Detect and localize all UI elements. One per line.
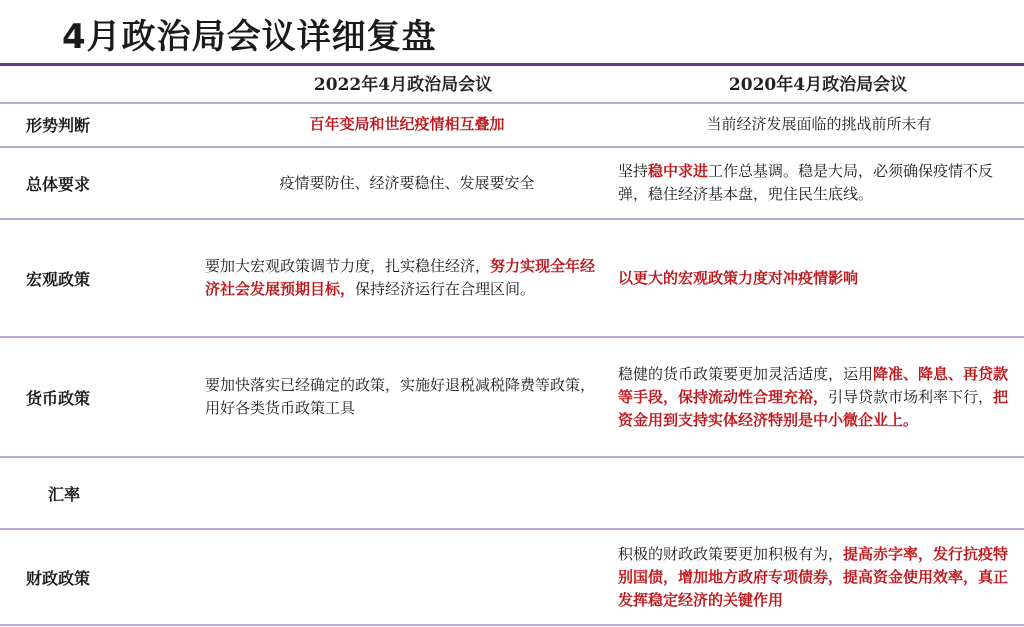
row-label: 货币政策 <box>26 388 91 408</box>
cell-2022 <box>205 220 609 336</box>
highlight-text: 提高赤字率，发行抗疫特别国债，增加地方政府专项债券，提高资金使用效率，真正发挥稳定经济的关键作用 <box>618 544 1009 609</box>
highlight-text: 努力实现全年经济社会发展预期目标， <box>205 257 596 298</box>
cell-2022 <box>205 530 609 624</box>
row-label: 财政政策 <box>26 568 91 588</box>
page-title: 4月政治局会议详细复盘 <box>62 17 437 57</box>
column-header-2022: 2022年4月政治局会议 <box>313 75 493 95</box>
highlight-text: 降准、降息、再贷款等手段，保持流动性合理充裕， <box>618 364 1009 406</box>
highlight-text: 百年变局和世纪疫情相互叠加 <box>309 114 505 133</box>
body-text: 工作总基调。稳是大局，必须确保疫情不反弹，稳住经济基本盘，兜住民生底线。 <box>618 162 994 203</box>
highlight-text: 把资金用到支持实体经济特别是中小微企业上。 <box>618 387 1009 429</box>
row-label: 总体要求 <box>26 174 91 194</box>
cell-2020 <box>618 148 1020 218</box>
cell-2020 <box>618 104 1020 144</box>
cell-2020 <box>618 458 1020 528</box>
body-text: 积极的财政政策要更加积极有为， <box>618 544 844 563</box>
highlight-text: 稳中求进 <box>648 162 709 180</box>
cell-2020 <box>618 220 1020 336</box>
cell-2022 <box>205 104 609 144</box>
cell-2022 <box>205 338 609 456</box>
body-text: 要加大宏观政策调节力度，扎实稳住经济， <box>205 257 491 275</box>
body-text: 疫情要防住、经济要稳住、发展要安全 <box>279 173 535 192</box>
cell-2022 <box>205 458 609 528</box>
row-label: 汇率 <box>48 484 81 504</box>
column-header-2020: 2020年4月政治局会议 <box>728 75 908 95</box>
title-divider <box>0 63 1024 66</box>
body-text: 坚持 <box>618 162 649 180</box>
row-label: 宏观政策 <box>26 269 91 289</box>
body-text: 稳健的货币政策要更加灵活适度，运用 <box>618 364 874 383</box>
row-label: 形势判断 <box>26 115 91 135</box>
highlight-text: 以更大的宏观政策力度对冲疫情影响 <box>618 268 859 287</box>
cell-2020 <box>618 338 1020 456</box>
body-text: 保持经济运行在合理区间。 <box>355 280 536 298</box>
cell-2022 <box>205 148 609 218</box>
row-divider <box>0 624 1024 626</box>
cell-2020 <box>618 530 1020 624</box>
body-text: 当前经济发展面临的挑战前所未有 <box>706 114 932 133</box>
body-text: 要加快落实已经确定的政策，实施好退税减税降费等政策，用好各类货币政策工具 <box>205 376 596 417</box>
body-text: 引导贷款市场利率下行， <box>828 387 994 406</box>
